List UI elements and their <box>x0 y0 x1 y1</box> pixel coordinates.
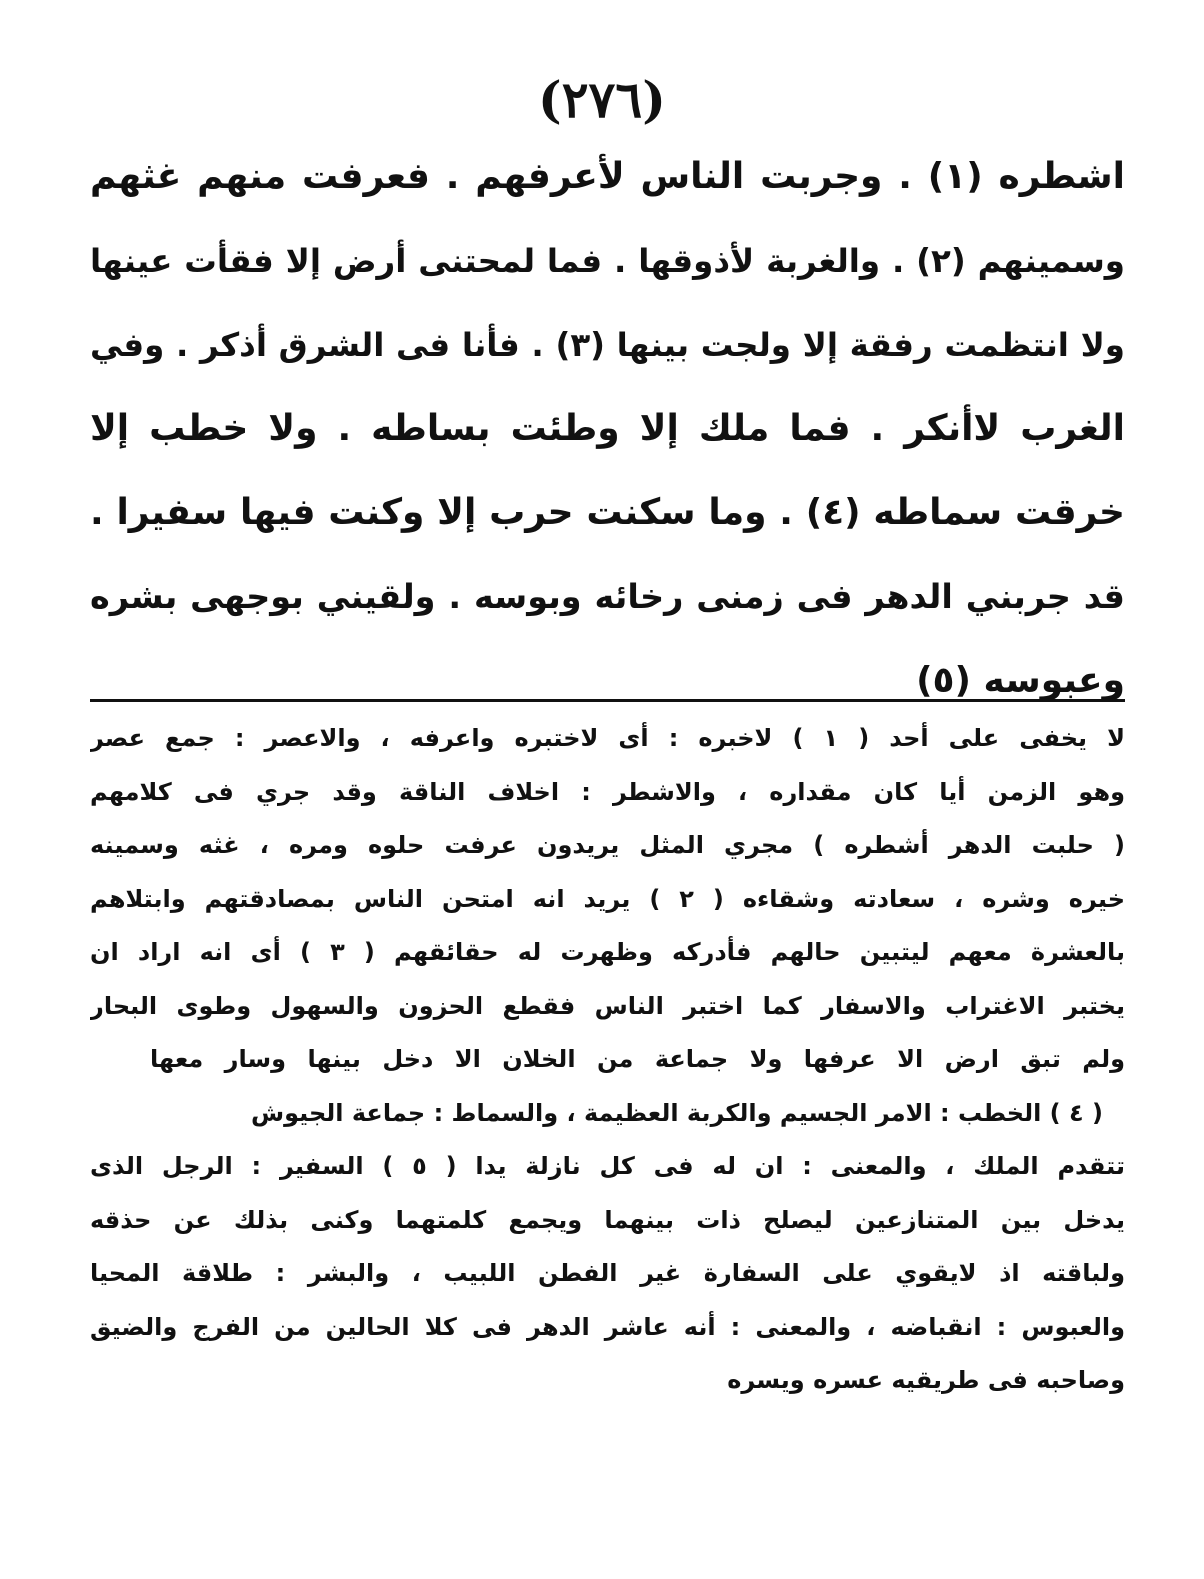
footnotes-block <box>90 712 1125 1408</box>
main-text-block <box>90 135 1125 723</box>
footnote-line: ولم تبق ارض الا عرفها ولا جماعة من الخلان الا دخل بينها وسار معها <box>150 1045 1125 1073</box>
page-number: (٢٧٦) <box>538 70 666 129</box>
footnote-line: بالعشرة معهم ليتبين حالهم فأدركه وظهرت له حقائقهم ( ٣ ) أى انه اراد ان <box>90 938 1125 966</box>
footnote-line: خيره وشره ، سعادته وشقاءه ( ٢ ) يريد انه امتحن الناس بمصادقتهم وابتلاهم <box>90 884 1125 913</box>
footnote-line: ( حلبت الدهر أشطره ) مجري المثل يريدون عرفت حلوه ومره ، غثه وسمينه <box>90 831 1125 859</box>
footnote-line: لا يخفى على أحد ( ١ ) لاخبره : أى لاختبره واعرفه ، والاعصر : جمع عصر <box>90 724 1125 752</box>
footnote-line: يختبر الاغتراب والاسفار كما اختبر الناس فقطع الحزون والسهول وطوى البحار <box>90 991 1125 1020</box>
footnote-line: وصاحبه فى طريقيه عسره ويسره <box>727 1366 1125 1394</box>
main-text-line: خرقت سماطه (٤) . وما سكنت حرب إلا وكنت فيها سفيرا . <box>90 492 1125 533</box>
main-text-line: وسمينهم (٢) . والغربة لأذوقها . فما لمحتنى أرض إلا فقأت عينها <box>90 242 1125 280</box>
main-text-line: وعبوسه (٥) <box>916 660 1125 701</box>
footnote-line: ( ٤ ) الخطب : الامر الجسيم والكربة العظيمة ، والسماط : جماعة الجيوش <box>251 1098 1103 1127</box>
main-text-line: ولا انتظمت رفقة إلا ولجت بينها (٣) . فأنا فى الشرق أذكر . وفي <box>90 326 1125 364</box>
footnote-line: يدخل بين المتنازعين ليصلح ذات بينهما ويجمع كلمتهما وكنى بذلك عن حذقه <box>90 1205 1125 1234</box>
main-text-line: الغرب لاأنكر . فما ملك إلا وطئت بساطه . ولا خطب إلا <box>90 408 1125 449</box>
footnote-line: وهو الزمن أيا كان مقداره ، والاشطر : اخلاف الناقة وقد جري فى كلامهم <box>90 777 1125 806</box>
footnote-line: ولباقته اذ لايقوي على السفارة غير الفطن اللبيب ، والبشر : طلاقة المحيا <box>90 1259 1125 1287</box>
footnote-line: والعبوس : انقباضه ، والمعنى : أنه عاشر الدهر فى كلا الحالين من الفرج والضيق <box>90 1312 1125 1341</box>
footnote-divider <box>90 699 1125 702</box>
main-text-line: اشطره (١) . وجربت الناس لأعرفهم . فعرفت منهم غثهم <box>90 156 1125 197</box>
footnote-line: تتقدم الملك ، والمعنى : ان له فى كل نازلة يدا ( ٥ ) السفير : الرجل الذى <box>90 1152 1125 1180</box>
main-text-line: قد جربني الدهر فى زمنى رخائه وبوسه . ولقيني بوجهى بشره <box>90 577 1125 616</box>
